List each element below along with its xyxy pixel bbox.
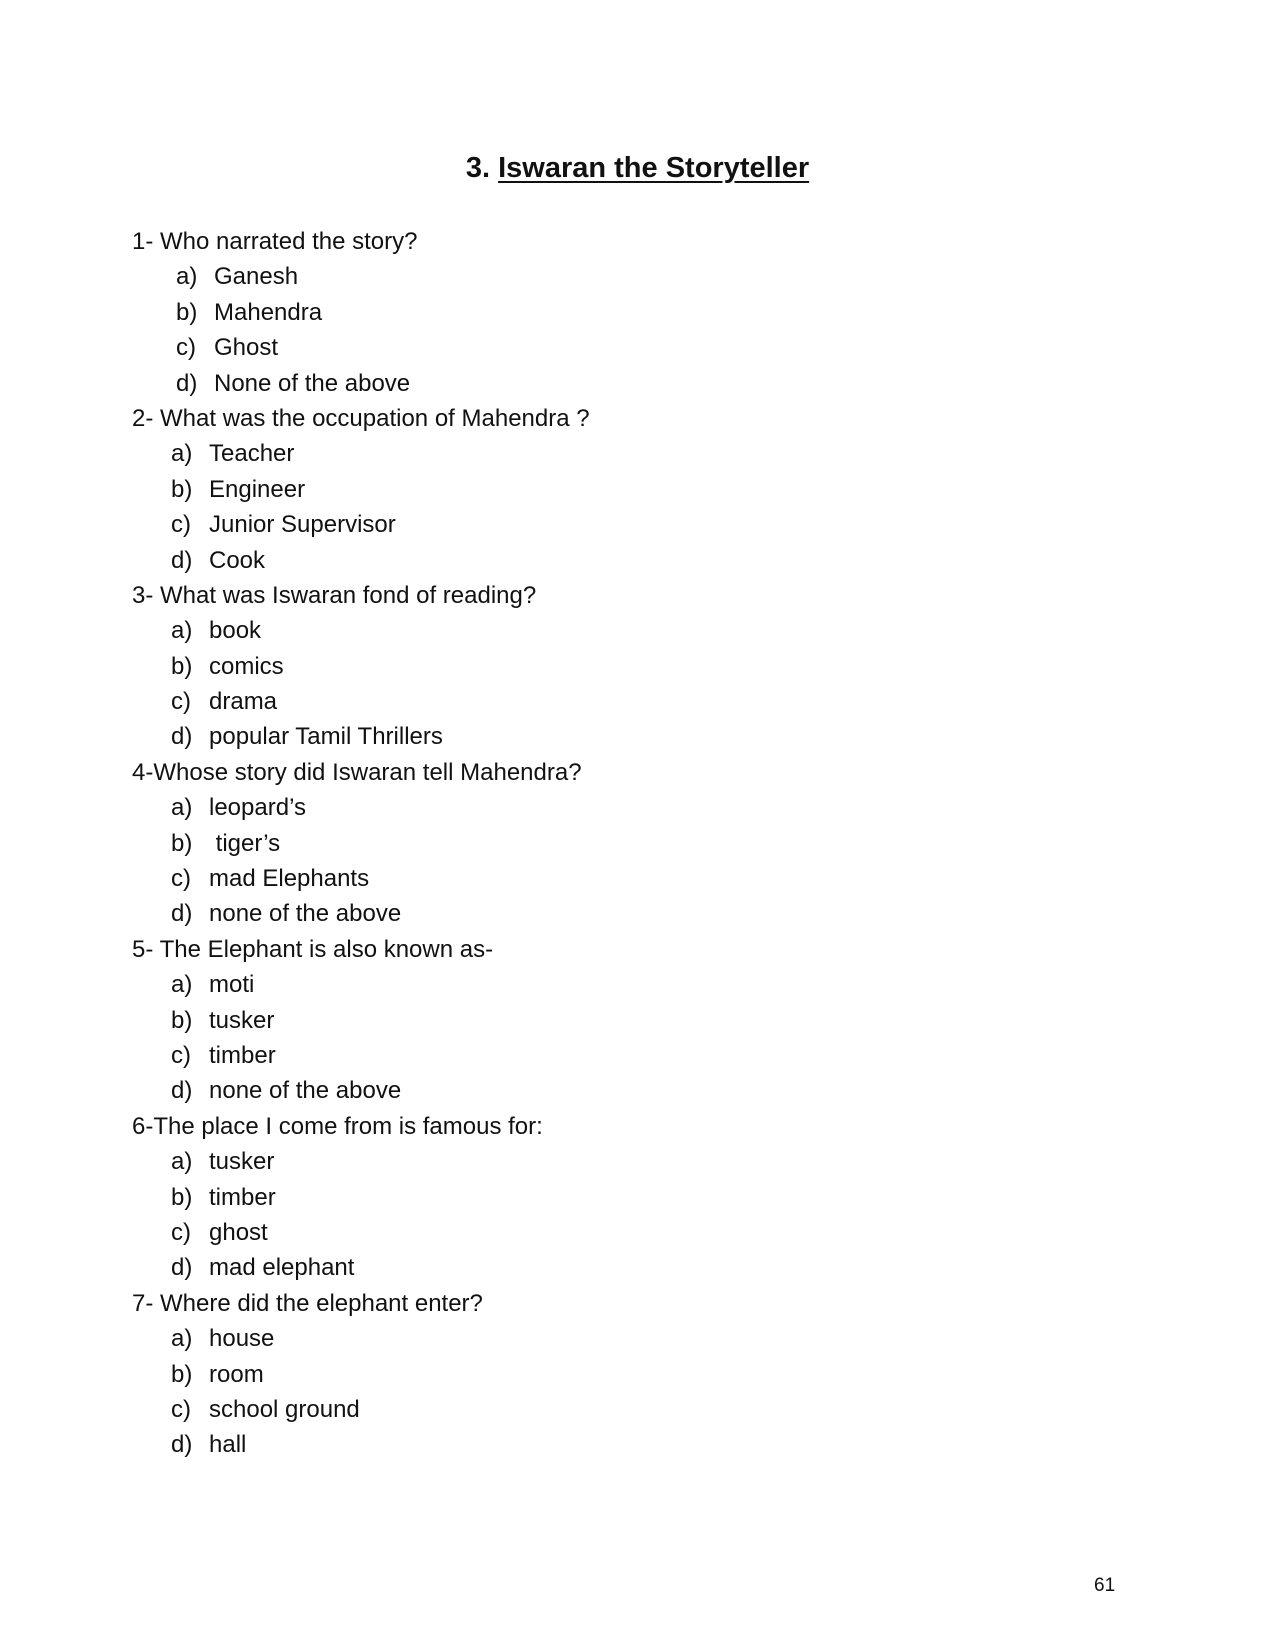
option-a [132,967,1032,1002]
option-letter: d) [171,723,193,751]
option-d [132,366,1032,401]
option-b [132,1357,1032,1392]
option-letter: d) [171,546,193,574]
option-b [132,649,1032,684]
option-letter: a) [176,263,198,291]
option-letter: b) [176,298,198,326]
option-letter: a) [171,440,193,468]
option-d [132,719,1032,754]
option-letter: b) [171,652,193,680]
question-7 [132,1286,1032,1463]
option-text: house [209,1325,275,1353]
option-b [132,1180,1032,1215]
question-4 [132,755,1032,932]
option-a [132,790,1032,825]
option-text: Mahendra [214,298,323,326]
option-c [132,684,1032,719]
option-text: Junior Supervisor [209,511,396,539]
question-text: 3- What was Iswaran fond of reading? [132,581,537,609]
option-d [132,1250,1032,1285]
option-letter: d) [171,1077,193,1105]
page-number: 61 [1094,1575,1116,1596]
question-text: 7- Where did the elephant enter? [132,1289,483,1317]
chapter-title: Iswaran the Storyteller [498,152,810,184]
option-a [132,1321,1032,1356]
option-text: Teacher [209,440,295,468]
option-text: comics [209,652,284,680]
option-d [132,1073,1032,1108]
option-letter: a) [171,617,193,645]
option-letter: b) [171,829,193,857]
option-text: tusker [209,1148,275,1176]
option-text: none of the above [209,1077,402,1105]
option-text: hall [209,1431,247,1459]
option-text: popular Tamil Thrillers [209,723,443,751]
option-letter: d) [171,900,193,928]
option-text: tusker [209,1006,275,1034]
option-c [132,861,1032,896]
option-b [132,295,1032,330]
option-b [132,1003,1032,1038]
option-letter: d) [171,1254,193,1282]
option-c [132,330,1032,365]
option-text: ghost [209,1218,268,1246]
question-5 [132,932,1032,1109]
option-letter: b) [171,1183,193,1211]
option-letter: c) [171,865,191,893]
question-6 [132,1109,1032,1286]
option-text: timber [209,1041,276,1069]
option-text: tiger’s [209,829,281,857]
option-text: room [209,1360,264,1388]
option-text: book [209,617,262,645]
option-text: school ground [209,1395,360,1423]
chapter-number: 3. [465,152,491,184]
option-letter: a) [171,971,193,999]
option-text: mad elephant [209,1254,355,1282]
option-text: drama [209,688,278,716]
question-2 [132,401,1032,578]
question-text: 6-The place I come from is famous for: [132,1112,543,1140]
option-text: leopard’s [209,794,306,822]
option-b [132,472,1032,507]
page-title [0,148,1275,188]
option-text: Cook [209,546,266,574]
option-text: None of the above [214,369,411,397]
option-letter: a) [171,1325,193,1353]
question-text: 2- What was the occupation of Mahendra ? [132,404,590,432]
option-c [132,1392,1032,1427]
option-letter: b) [171,1360,193,1388]
question-text: 1- Who narrated the story? [132,228,418,255]
question-1 [132,224,1032,401]
option-letter: c) [176,334,196,362]
question-list [132,224,1032,1463]
option-letter: c) [171,1395,191,1423]
option-text: timber [209,1183,276,1211]
option-a [132,1144,1032,1179]
option-letter: c) [171,511,191,539]
option-letter: d) [176,369,198,397]
option-text: mad Elephants [209,865,370,893]
option-letter: d) [171,1431,193,1459]
option-a [132,436,1032,471]
option-letter: a) [171,1148,193,1176]
option-c [132,1038,1032,1073]
option-text: Engineer [209,475,306,503]
question-3 [132,578,1032,755]
option-letter: c) [171,1041,191,1069]
option-text: Ganesh [214,263,299,291]
option-letter: b) [171,1006,193,1034]
option-letter: a) [171,794,193,822]
option-d [132,543,1032,578]
option-letter: c) [171,688,191,716]
option-a [132,613,1032,648]
option-letter: b) [171,475,193,503]
question-text: 5- The Elephant is also known as- [132,935,494,963]
option-b [132,826,1032,861]
option-text: Ghost [214,334,279,362]
question-text: 4-Whose story did Iswaran tell Mahendra? [132,758,582,786]
option-text: none of the above [209,900,402,928]
option-c [132,507,1032,542]
option-a [132,259,1032,294]
option-d [132,1427,1032,1462]
option-text: moti [209,971,255,999]
option-c [132,1215,1032,1250]
option-letter: c) [171,1218,191,1246]
option-d [132,896,1032,931]
